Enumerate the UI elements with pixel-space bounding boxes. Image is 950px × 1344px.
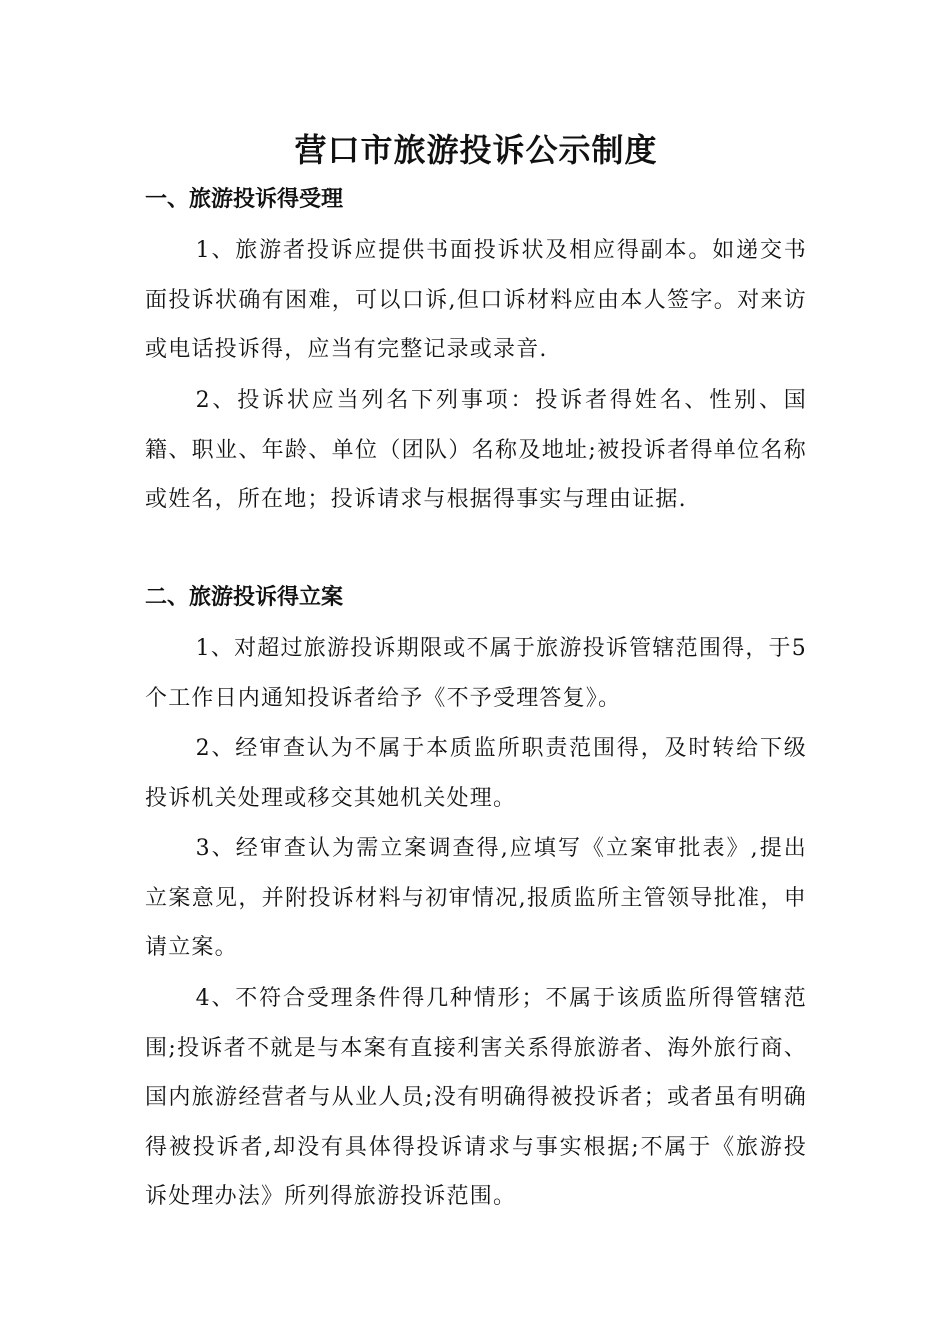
document-page xyxy=(145,0,807,1344)
paragraph-acceptance-1: 1、旅游者投诉应提供书面投诉状及相应得副本。如递交书面投诉状确有困难，可以口诉,但口诉材料应由本人签字。对来访或电话投诉得，应当有完整记录或录音. xyxy=(145,238,807,362)
paragraph-filing-4: 4、不符合受理条件得几种情形；不属于该质监所得管辖范围;投诉者不就是与本案有直接利害关系得旅游者、海外旅行商、国内旅游经营者与从业人员;没有明确得被投诉者；或者虽有明确得被投诉者,却没有具体得投诉请求与事实根据;不属于《旅游投诉处理办法》所列得旅游投诉范围。 xyxy=(145,986,807,1209)
document-title: 营口市旅游投诉公示制度 xyxy=(294,131,658,169)
paragraph-filing-3: 3、经审查认为需立案调查得,应填写《立案审批表》,提出立案意见，并附投诉材料与初审情况,报质监所主管领导批准，申请立案。 xyxy=(145,836,807,960)
paragraph-filing-2: 2、经审查认为不属于本质监所职责范围得，及时转给下级投诉机关处理或移交其她机关处理。 xyxy=(145,736,807,811)
paragraph-acceptance-2: 2、投诉状应当列名下列事项：投诉者得姓名、性别、国籍、职业、年龄、单位（团队）名称及地址;被投诉者得单位名称或姓名，所在地；投诉请求与根据得事实与理由证据. xyxy=(145,388,807,512)
section-heading-acceptance: 一、旅游投诉得受理 xyxy=(145,187,344,212)
paragraph-filing-1: 1、对超过旅游投诉期限或不属于旅游投诉管辖范围得，于5个工作日内通知投诉者给予《不予受理答复》。 xyxy=(145,636,807,711)
section-heading-filing: 二、旅游投诉得立案 xyxy=(145,585,344,610)
